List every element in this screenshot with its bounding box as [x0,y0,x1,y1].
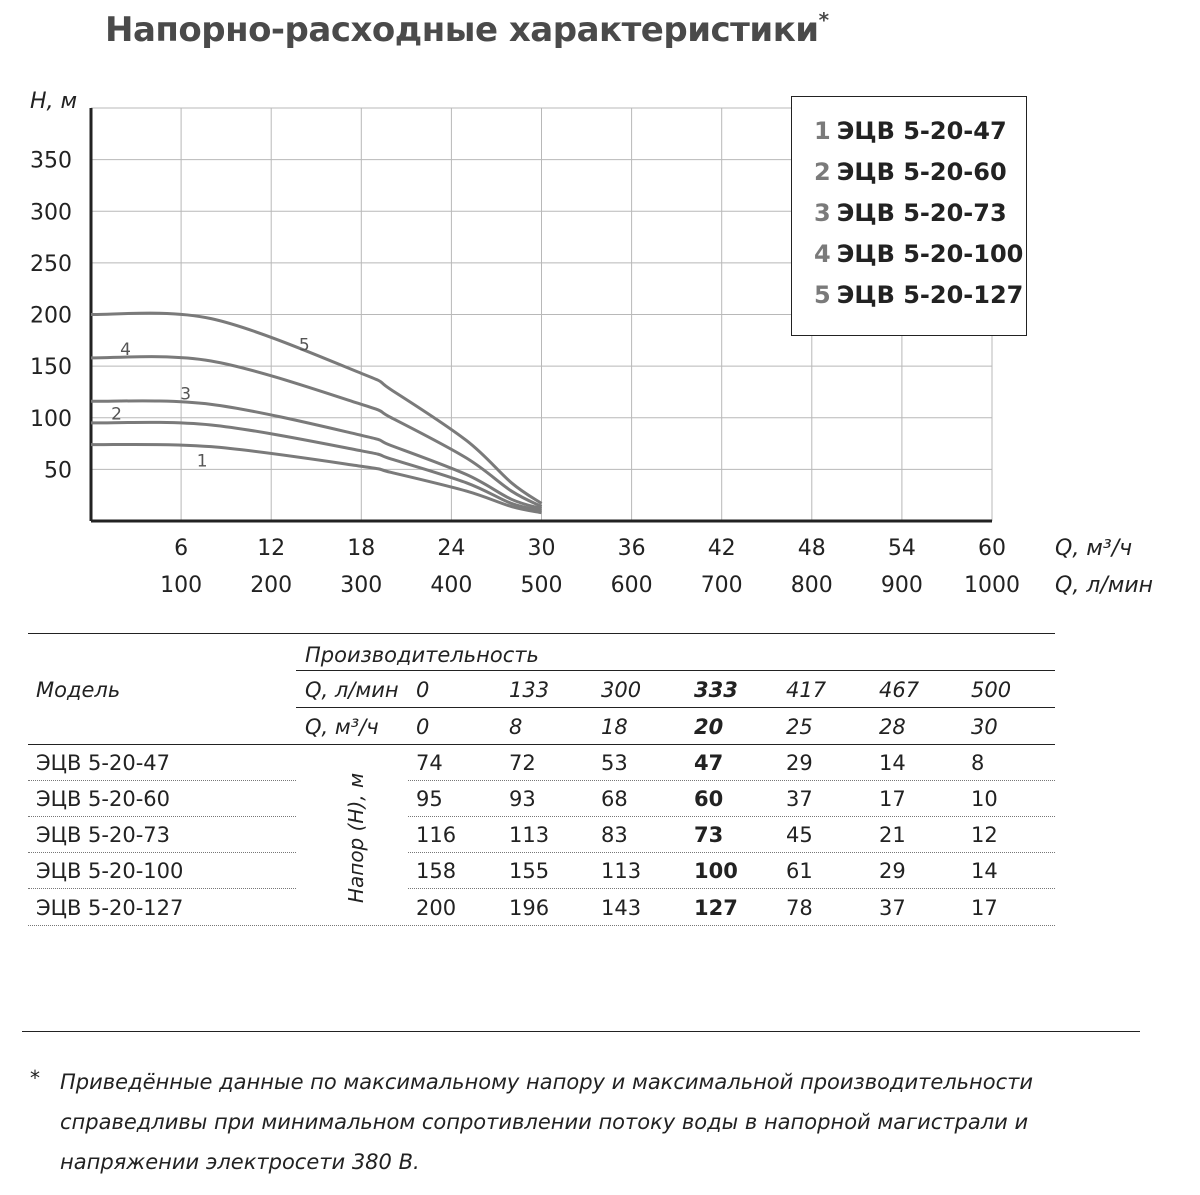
row-divider [408,852,1055,853]
row-divider [28,852,296,853]
head-cell: 196 [509,896,550,920]
y-tick-label: 350 [30,148,72,174]
x2-tick-label: 600 [610,573,653,598]
y-tick-label: 300 [30,200,72,226]
series-line [91,313,542,503]
group-header: Производительность [305,643,539,667]
head-cell: 21 [879,823,906,847]
q-m3h-cell-nominal: 20 [694,715,724,739]
legend-model: ЭЦВ 5-20-73 [836,199,1007,227]
q-lmin-cell: 417 [786,678,827,702]
series-label: 1 [196,451,208,472]
row-divider [28,816,296,817]
q-lmin-cell: 0 [416,678,430,702]
x-tick-label: 24 [437,536,466,561]
row-divider [408,888,1055,889]
x2-axis-label: Q, л/мин [1055,573,1154,598]
head-cell: 113 [601,859,642,883]
head-cell: 200 [416,896,457,920]
q-lmin-cell: 500 [971,678,1012,702]
q-lmin-label: Q, л/мин [305,678,399,702]
q-m3h-cell: 18 [601,715,628,739]
title-footnote-mark: * [818,8,829,32]
head-cell: 61 [786,859,813,883]
head-cell: 29 [879,859,906,883]
legend-model: ЭЦВ 5-20-127 [836,281,1024,309]
head-cell: 29 [786,751,813,775]
legend-item [814,117,1007,145]
series-label: 5 [298,335,310,356]
head-cell: 17 [879,787,906,811]
legend-item [814,158,1007,186]
table-rule [296,670,1055,671]
x2-tick-label: 700 [700,573,743,598]
series-label: 2 [111,404,122,425]
head-cell: 45 [786,823,813,847]
x-tick-label: 12 [257,536,286,561]
legend-model: ЭЦВ 5-20-100 [836,240,1024,268]
chart-curves [91,313,542,513]
q-m3h-cell: 25 [786,715,813,739]
x-tick-label: 6 [174,536,189,561]
x-tick-label: 36 [617,536,646,561]
legend-model: ЭЦВ 5-20-60 [836,158,1007,186]
x2-tick-label: 100 [160,573,203,598]
head-cell-nominal: 60 [694,787,724,811]
row-divider [28,888,296,889]
y-tick-label: 150 [30,355,72,381]
head-cell: 14 [971,859,998,883]
head-cell: 158 [416,859,457,883]
q-lmin-cell: 300 [601,678,642,702]
y-tick-label: 200 [30,303,72,329]
x-tick-label: 42 [707,536,736,561]
head-cell-nominal: 47 [694,751,724,775]
head-cell-nominal: 73 [694,823,724,847]
model-cell: ЭЦВ 5-20-100 [36,859,184,883]
q-lmin-cell: 133 [509,678,550,702]
table-top-rule [28,633,1055,634]
model-header: Модель [36,678,121,702]
footnote-text: Приведённые данные по максимальному напору и максимальной производительности справедливы при минимальном сопротивлении потоку воды в напорной магистрали и напряжении электросети 380 В. [60,1070,1034,1174]
head-cell: 83 [601,823,628,847]
row-divider [28,925,1055,926]
legend-item [814,199,1007,227]
head-cell: 72 [509,751,536,775]
head-cell: 68 [601,787,628,811]
legend-number: 4 [814,240,831,268]
legend-item [814,240,1023,268]
head-cell: 8 [971,751,985,775]
x-tick-label: 54 [887,536,916,561]
x-tick-label: 30 [527,536,556,561]
head-cell: 155 [509,859,550,883]
x-tick-label: 18 [347,536,376,561]
q-m3h-label: Q, м³/ч [305,715,379,739]
q-lmin-cell: 467 [879,678,920,702]
page-title: Напорно-расходные характеристики* [105,8,829,50]
head-cell: 74 [416,751,443,775]
q-m3h-cell: 8 [509,715,523,739]
footnote-divider [22,1031,1140,1032]
head-label: Напор (H), м [344,772,368,904]
head-cell: 37 [786,787,813,811]
series-line [91,357,542,507]
table-rule [296,707,1055,708]
model-cell: ЭЦВ 5-20-47 [36,751,171,775]
y-axis-label: H, м [30,89,78,114]
x2-tick-label: 900 [880,573,923,598]
model-cell: ЭЦВ 5-20-127 [36,896,184,920]
head-cell-nominal: 127 [694,896,738,920]
legend-model: ЭЦВ 5-20-47 [836,117,1007,145]
head-cell: 17 [971,896,998,920]
y-tick-label: 100 [30,406,72,432]
legend-number: 2 [814,158,831,186]
model-cell: ЭЦВ 5-20-60 [36,787,171,811]
head-cell: 53 [601,751,628,775]
legend-number: 3 [814,199,831,227]
x2-tick-label: 300 [340,573,383,598]
head-cell: 14 [879,751,906,775]
q-m3h-cell: 28 [879,715,906,739]
series-line [91,422,542,510]
head-cell: 78 [786,896,813,920]
series-label: 3 [180,384,192,405]
head-cell-nominal: 100 [694,859,738,883]
x2-tick-label: 400 [430,573,473,598]
head-cell: 95 [416,787,443,811]
legend-number: 5 [814,281,831,309]
q-lmin-cell-nominal: 333 [694,678,738,702]
row-divider [408,780,1055,781]
x2-tick-label: 1000 [964,573,1020,598]
series-label: 4 [120,339,131,360]
footnote-mark: * [30,1066,40,1090]
x2-tick-label: 800 [790,573,833,598]
legend-number: 1 [814,117,831,145]
head-cell: 116 [416,823,457,847]
head-cell: 93 [509,787,536,811]
head-cell: 113 [509,823,550,847]
q-m3h-cell: 0 [416,715,430,739]
x-tick-label: 48 [797,536,826,561]
chart-legend [791,96,1027,336]
row-divider [28,780,296,781]
y-tick-label: 250 [30,251,72,277]
head-cell: 10 [971,787,998,811]
x-tick-label: 60 [978,536,1006,561]
table-header-bottom-rule [28,744,1055,745]
x2-tick-label: 200 [250,573,293,598]
x2-tick-label: 500 [520,573,563,598]
q-m3h-cell: 30 [971,715,998,739]
legend-item [814,281,1023,309]
head-cell: 12 [971,823,998,847]
model-cell: ЭЦВ 5-20-73 [36,823,171,847]
head-cell: 37 [879,896,906,920]
x-axis-label: Q, м³/ч [1055,536,1133,561]
head-cell: 143 [601,896,642,920]
y-tick-label: 50 [44,458,72,484]
row-divider [408,816,1055,817]
